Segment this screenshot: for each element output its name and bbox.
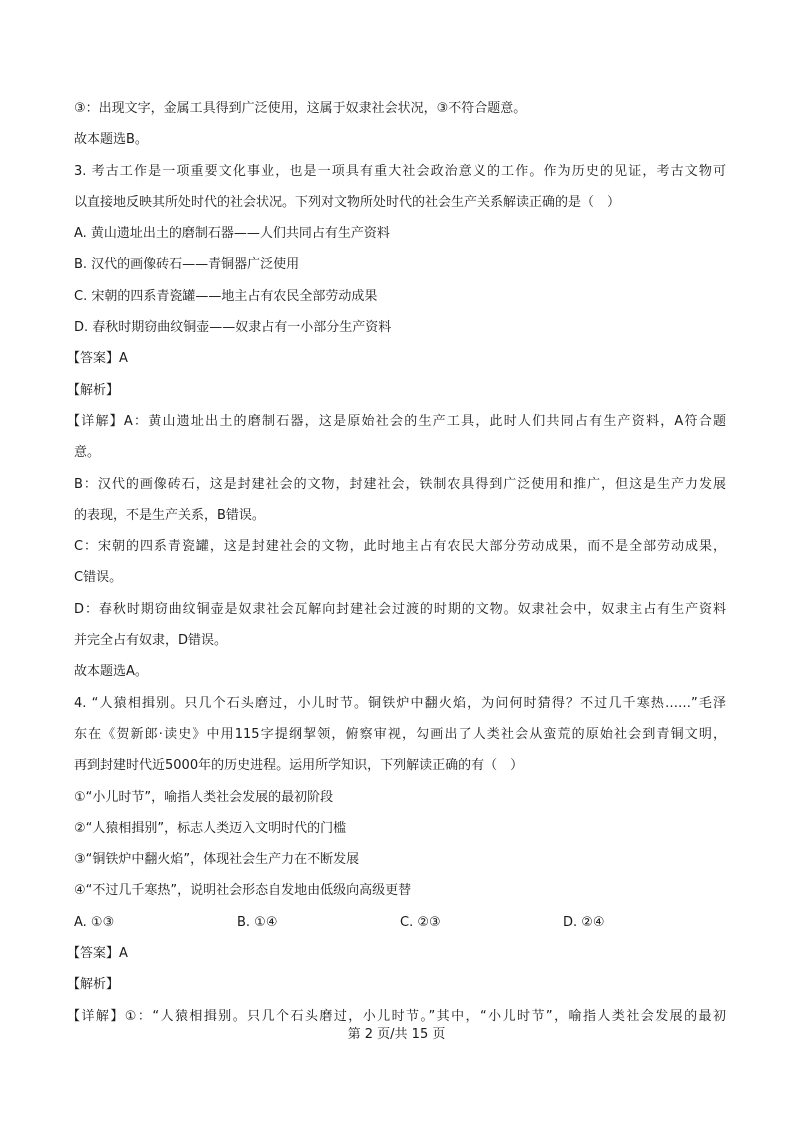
- option-d: D. 春秋时期窃曲纹铜壶——奴隶占有一小部分生产资料: [74, 320, 392, 336]
- choice-d: D. ②④: [563, 914, 605, 930]
- choice-a: A. ①③: [74, 914, 115, 930]
- choice-c: C. ②③: [400, 914, 441, 930]
- page-content: [67, 93, 726, 1032]
- statement-3: ③“铜铁炉中翻火焰”，体现社会生产力在不断发展: [74, 852, 360, 868]
- statement-1: ①“小儿时节”，喻指人类社会发展的最初阶段: [74, 789, 334, 805]
- question-4-stem-cont: 再到封建时代近5000年的历史进程。运用所学知识，下列解读正确的有（ ）: [74, 758, 524, 774]
- choice-b: B. ①④: [237, 914, 278, 930]
- answer-label: 【答案】A: [67, 946, 128, 962]
- analysis-label: 【解析】: [67, 977, 120, 993]
- text-line: ③：出现文字，金属工具得到广泛使用，这属于奴隶社会状况，③不符合题意。: [74, 101, 527, 116]
- page-footer: 第 2 页/共 15 页: [347, 1027, 446, 1042]
- detail-line: 【详解】A：黄山遗址出土的磨制石器，这是原始社会的生产工具，此时人们共同占有生产资料，A符合题: [67, 413, 726, 429]
- question-4-stem: 4. “人猿相揖别。只几个石头磨过，小儿时节。铜铁炉中翻火焰，为问何时猜得？不过几千寒热……”毛泽: [74, 695, 726, 711]
- option-b: B. 汉代的画像砖石——青铜器广泛使用: [74, 257, 300, 273]
- answer-options-row: [74, 907, 726, 938]
- detail-line: 意。: [74, 445, 101, 461]
- detail-line: D：春秋时期窃曲纹铜壶是奴隶社会瓦解向封建社会过渡的时期的文物。奴隶社会中，奴隶主占有生产资料: [74, 601, 726, 617]
- detail-line: C：宋朝的四系青瓷罐，这是封建社会的文物，此时地主占有农民大部分劳动成果，而不是全部劳动成果，: [74, 539, 726, 555]
- question-4-stem-cont: 东在《贺新郎·读史》中用115字提纲挈领，俯察审视，勾画出了人类社会从蛮荒的原始社会到青铜文明，: [74, 726, 726, 742]
- question-3-stem: 3. 考古工作是一项重要文化事业，也是一项具有重大社会政治意义的工作。作为历史的见证，考古文物可: [74, 163, 726, 179]
- detail-line: 的表现，不是生产关系，B错误。: [74, 507, 265, 523]
- question-3-stem-cont: 以直接地反映其所处时代的社会状况。下列对文物所处时代的社会生产关系解读正确的是（ ）: [74, 194, 621, 210]
- statement-4: ④“不过几千寒热”，说明社会形态自发地由低级向高级更替: [74, 883, 412, 899]
- analysis-label: 【解析】: [67, 382, 120, 398]
- text-line: 故本题选A。: [74, 664, 148, 680]
- option-c: C. 宋朝的四系青瓷罐——地主占有农民全部劳动成果: [74, 288, 378, 304]
- text-line: 故本题选B。: [74, 132, 148, 148]
- option-a: A. 黄山遗址出土的磨制石器——人们共同占有生产资料: [74, 226, 390, 242]
- statement-2: ②“人猿相揖别”，标志人类迈入文明时代的门槛: [74, 820, 347, 836]
- detail-line: 并完全占有奴隶，D错误。: [74, 633, 228, 649]
- detail-line: 【详解】①：“人猿相揖别。只几个石头磨过，小儿时节。”其中，“小儿时节”，喻指人类社会发展的最初: [67, 1008, 726, 1024]
- detail-line: C错误。: [74, 570, 123, 586]
- detail-line: B：汉代的画像砖石，这是封建社会的文物，封建社会，铁制农具得到广泛使用和推广，但这是生产力发展: [74, 476, 726, 492]
- answer-label: 【答案】A: [67, 351, 128, 367]
